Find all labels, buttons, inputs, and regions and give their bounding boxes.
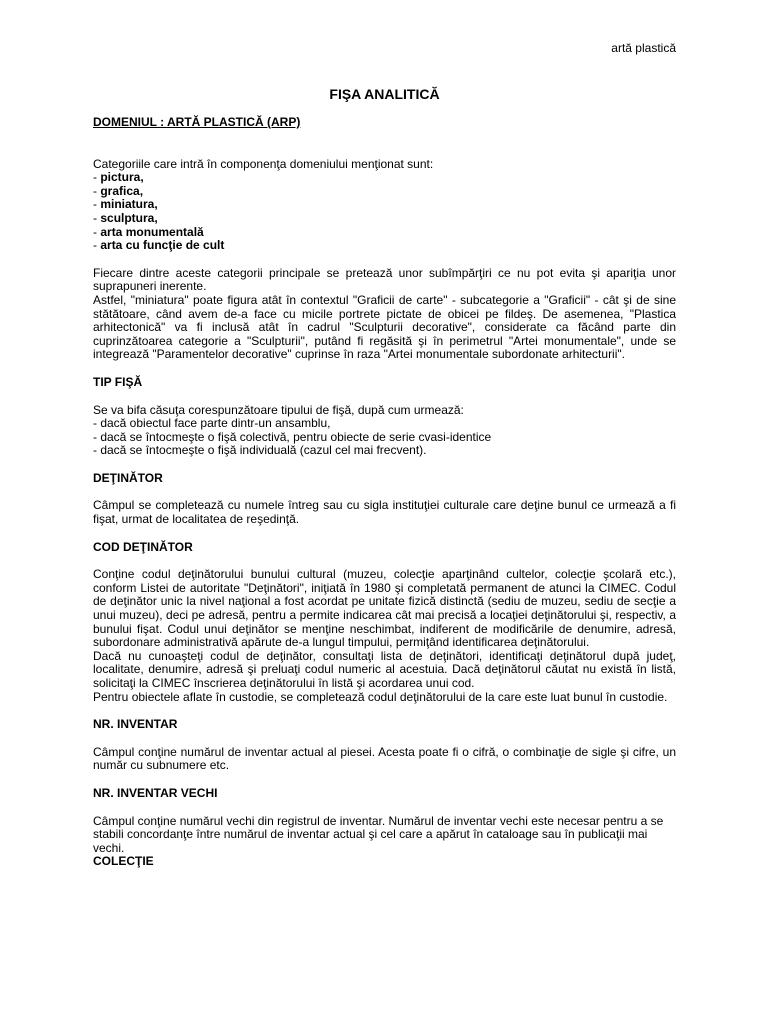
running-header: artă plastică — [611, 41, 676, 55]
cod-detinator-paragraph: Dacă nu cunoaşteţi codul de deţinător, consultaţi lista de deţinători, identificaţi deţinătorul după judeţ, localitate, denumire, adresă şi preluaţi codul numeric al acestuia. Dacă deţinătorul căutat nu există în listă, solicitaţi la CIMEC înscrierea deţinătorului în listă şi acordarea unui cod. — [93, 648, 676, 690]
detinator-text: Câmpul se completează cu numele întreg sau cu sigla instituţiei culturale care deţine bunul ce urmează a fi fişat, urmat de localitatea de reşedinţă. — [93, 498, 676, 527]
list-item: - sculptura, — [93, 210, 158, 225]
nr-inventar-text: Câmpul conţine numărul de inventar actual al piesei. Acesta poate fi o cifră, o combinaţie de sigle şi cifre, un număr cu subnumere etc. — [93, 744, 676, 773]
section-heading-detinator: DEŢINĂTOR — [93, 470, 163, 485]
list-item: - dacă obiectul face parte dintr-un ansamblu, — [93, 416, 331, 431]
document-body — [93, 86, 676, 869]
list-item: - grafica, — [93, 183, 144, 198]
list-item: - arta cu funcţie de cult — [93, 238, 225, 253]
list-item: - pictura, — [93, 170, 144, 185]
section-heading-nr-inventar-vechi: NR. INVENTAR VECHI — [93, 785, 218, 800]
section-heading-tip-fisa: TIP FIŞĂ — [93, 374, 143, 389]
list-item: - miniatura, — [93, 197, 158, 212]
list-item: - dacă se întocmeşte o fişă colectivă, pentru obiecte de serie cvasi-identice — [93, 429, 492, 444]
cod-detinator-paragraph: Pentru obiectele aflate în custodie, se completează codul deţinătorului de la care este luat bunul în custodie. — [93, 689, 668, 704]
section-heading-cod-detinator: COD DEŢINĂTOR — [93, 539, 193, 554]
nr-inventar-vechi-text: Câmpul conţine numărul vechi din registrul de inventar. Numărul de inventar vechi este necesar pentru a se stabili concordanţe între numărul de inventar actual şi cel care a apărut în cataloage sau în publicaţii mai vechi. — [93, 813, 664, 855]
list-item: - arta monumentală — [93, 224, 204, 239]
categories-lead: Categoriile care intră în componenţa domeniului menţionat sunt: — [93, 156, 434, 171]
cod-detinator-paragraph: Conţine codul deţinătorului bunului cultural (muzeu, colecţie aparţinând cultelor, colecţie şcolară etc.), conform Listei de autoritate "Deţinători", iniţiată în 1980 şi completată permanent de atunci la CIMEC. Codul de deţinător unic la nivel naţional a fost acordat pe unitate fizică distinctă (sediu de muzeu, sediu de secţie a unui muzeu), deci pe adresă, pentru a permite indicarea cât mai precisă a locaţiei deţinătorului şi, respectiv, a bunului fişat. Codul unui deţinător se menţine neschimbat, indiferent de modificările de denumire, adresă, subordonare administrativă apărute de-a lungul timpului, permiţând identificarea deţinătorului. — [93, 567, 676, 650]
list-item: - dacă se întocmeşte o fişă individuală (cazul cel mai frecvent). — [93, 443, 427, 458]
section-heading-nr-inventar: NR. INVENTAR — [93, 717, 178, 732]
tip-fisa-lead: Se va bifa căsuţa corespunzătoare tipului de fişă, după cum urmează: — [93, 402, 464, 417]
categories-list — [93, 171, 676, 253]
document-title: FIŞA ANALITICĂ — [329, 86, 440, 102]
domain-heading: DOMENIUL : ARTĂ PLASTICĂ (ARP) — [93, 115, 301, 129]
intro-paragraph: Astfel, "miniatura" poate figura atât în contextul "Graficii de carte" - subcategorie a "Graficii" - cât şi de sine stătătoare, când avem de-a face cu micile portrete pictate de obicei pe fildeş. De asemenea, "Plastica arhitectonică" va fi inclusă atât în cadrul "Sculpturii decorative", considerate ca făcând parte din cuprinzătoarea categorie a "Sculpturii", putând fi regăsită şi în perimetrul "Artei monumentale", unde se integrează "Paramentelor decorative" cuprinse în raza "Artei monumentale subordonate arhitecturii". — [93, 292, 676, 362]
intro-paragraph: Fiecare dintre aceste categorii principale se pretează unor subîmpărţiri ce nu pot evita şi apariţia unor suprapuneri inerente. — [93, 265, 676, 294]
section-heading-colectie: COLECŢIE — [93, 854, 154, 869]
